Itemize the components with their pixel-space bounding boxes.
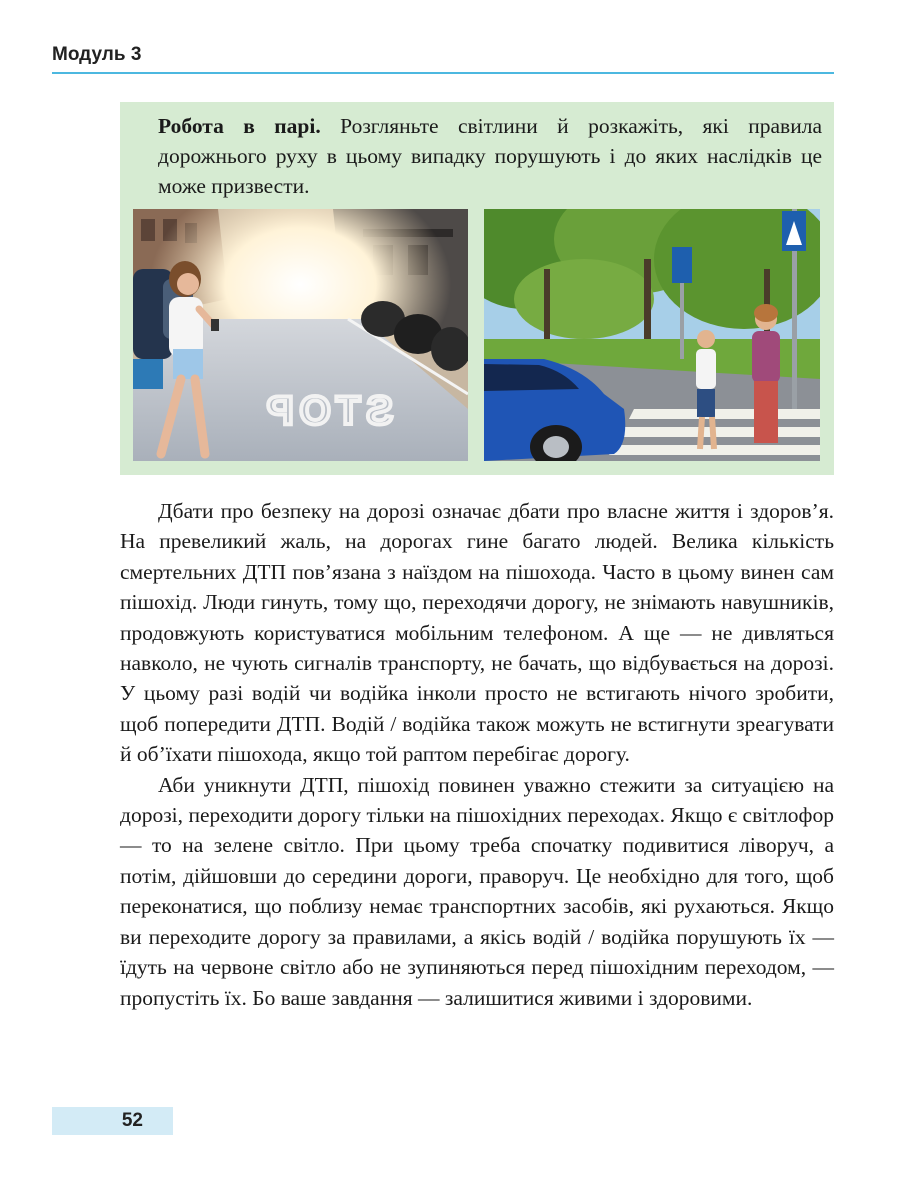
module-header: Модуль 3 bbox=[52, 44, 142, 65]
pedestrians-at-crosswalk-photo bbox=[484, 209, 820, 461]
body-paragraph-2: Аби уникнути ДТП, пішохід повинен уважно стежити за ситуацією на дорозі, переходити дорогу тільки на пішохідних переходах. Якщо є світлофор — то на зелене світло. При цьому треба спочатку подивитися ліворуч, а потім, дійшовши до середини дороги, праворуч. Це необхідно для того, щоб переконатися, що поблизу немає транспортних засобів, які рухаються. Якщо ви переходите дорогу за правилами, а якісь водій / водійка порушують їх — їдуть на червоне світло або не зупиняються перед пішохідним переходом, — пропустіть їх. Бо ваше завдання — залишитися живими і здоровими. bbox=[120, 772, 834, 1010]
photo-left bbox=[133, 209, 468, 461]
girl-with-phone-on-street-photo bbox=[133, 209, 468, 461]
body-paragraph-1: Дбати про безпеку на дорозі означає дбати про власне життя і здоров’я. На превеликий жаль, на дорогах гине багато людей. Велика кількість смертельних ДТП пов’язана з наїздом на пішохода. Часто в цьому винен сам пішохід. Люди гинуть, тому що, переходячи дорогу, не знімають навушників, продовжують користуватися мобільним телефоном. А ще — не дивляться навколо, не чують сигналів транспорту, не бачать, що відбувається на дорозі. У цьому разі водій чи водійка інколи просто не встигають нічого зробити, щоб попередити ДТП. Водій / водійка також можуть не встигнути зреагувати й об’їхати пішохода, якщо той раптом перебігає дорогу. bbox=[120, 499, 834, 767]
header-rule bbox=[52, 72, 834, 74]
page-number-box bbox=[52, 1107, 173, 1135]
photo-right bbox=[484, 209, 820, 461]
stop-road-marking: STOP bbox=[260, 389, 393, 433]
task-instructions: Розгляньте світлини й розкажіть, які правила дорожнього руху в цьому випадку порушують і до яких наслідків це може призвести. bbox=[158, 114, 822, 198]
task-box bbox=[120, 102, 834, 475]
body-text bbox=[120, 496, 834, 1013]
task-text bbox=[158, 111, 822, 201]
task-lead: Робота в парі. bbox=[158, 114, 321, 138]
page-number: 52 bbox=[121, 1110, 143, 1131]
